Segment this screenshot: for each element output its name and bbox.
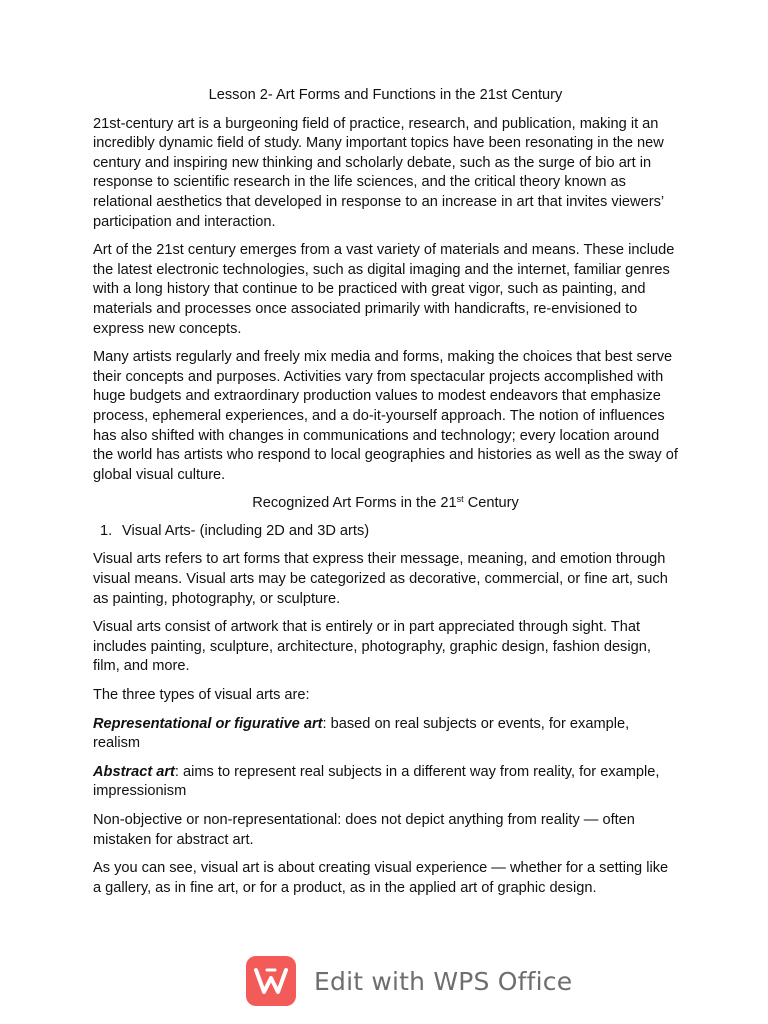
type-term-tail: l [333, 812, 338, 828]
type-representational [93, 715, 678, 754]
paragraph-3: Many artists regularly and freely mix media and forms, making the choices that best serve their concepts and purposes. Activities vary from spectacular projects accomplished with huge budgets and extraordinary production values to modest endeavors that emphasize process, ephemeral experiences, and a do-it-yourself approach. The notion of influences has also shifted with changes in communications and technology; every location around the world has artists who respond to local geographies and histories as well as the sway of global visual culture. [93, 349, 678, 483]
list-item-text: Visual Arts- (including 2D and 3D arts) [122, 522, 370, 539]
visual-arts-paragraph-1: Visual arts refers to art forms that express their message, meaning, and emotion through visual means. Visual arts may be categorized as decorative, commercial, or fine art, such as painting, photography, or sculpture. [93, 551, 668, 607]
document-body [93, 86, 678, 907]
wps-edit-label[interactable]: Edit with WPS Office [314, 966, 573, 996]
type-term: Abstract art [93, 763, 175, 780]
type-non-objective [93, 811, 678, 850]
closing-paragraph: As you can see, visual art is about creating visual experience — whether for a setting like a gallery, as in fine art, or for a product, as in the applied art of graphic design. [93, 860, 669, 896]
section-heading-superscript: st [456, 494, 464, 505]
list-item [93, 522, 678, 542]
type-description: : based on real subjects or events, for example, realism [93, 715, 630, 752]
section-heading-tail: Century [463, 495, 519, 512]
type-description: : aims to represent real subjects in a different way from reality, for example, impressionism [93, 763, 660, 800]
visual-arts-paragraph-3: The three types of visual arts are: [93, 687, 310, 704]
type-term: Representational or figurative art [93, 715, 323, 732]
paragraph-2: Art of the 21st century emerges from a vast variety of materials and means. These include the latest electronic technologies, such as digital imaging and the internet, familiar genres with a long history that continue to be practiced with great vigor, such as painting, and materials and processes once associated primarily with handicrafts, re-envisioned to express new concepts. [93, 242, 675, 337]
visual-arts-paragraph-2: Visual arts consist of artwork that is entirely or in part appreciated through sight. That includes painting, sculpture, architecture, photography, graphic design, fashion design, film, and more. [93, 619, 651, 675]
page-title: Lesson 2- Art Forms and Functions in the 21st Century [208, 87, 563, 103]
type-description: : does not depict anything from reality — often mistaken for abstract art. [93, 812, 635, 848]
wps-office-logo-icon [246, 956, 296, 1006]
type-term: Non-objective or non-representationa [93, 812, 334, 828]
section-heading-text: Recognized Art Forms in the 21 [252, 495, 457, 512]
wps-w-glyph-icon [254, 966, 288, 996]
wps-edit-banner[interactable] [246, 955, 572, 1007]
type-abstract [93, 763, 678, 802]
section-heading [93, 494, 678, 514]
list-item-number: 1. [100, 522, 113, 539]
paragraph-1: 21st-century art is a burgeoning field of practice, research, and publication, making it an incredibly dynamic field of study. Many important topics have been resonating in the new century and inspiring new thinking and scholarly debate, such as the surge of bio art in response to scientific research in the life sciences, and the critical theory known as relational aesthetics that developed in response to an increase in art that invites viewers’ participation and interaction. [93, 115, 664, 230]
